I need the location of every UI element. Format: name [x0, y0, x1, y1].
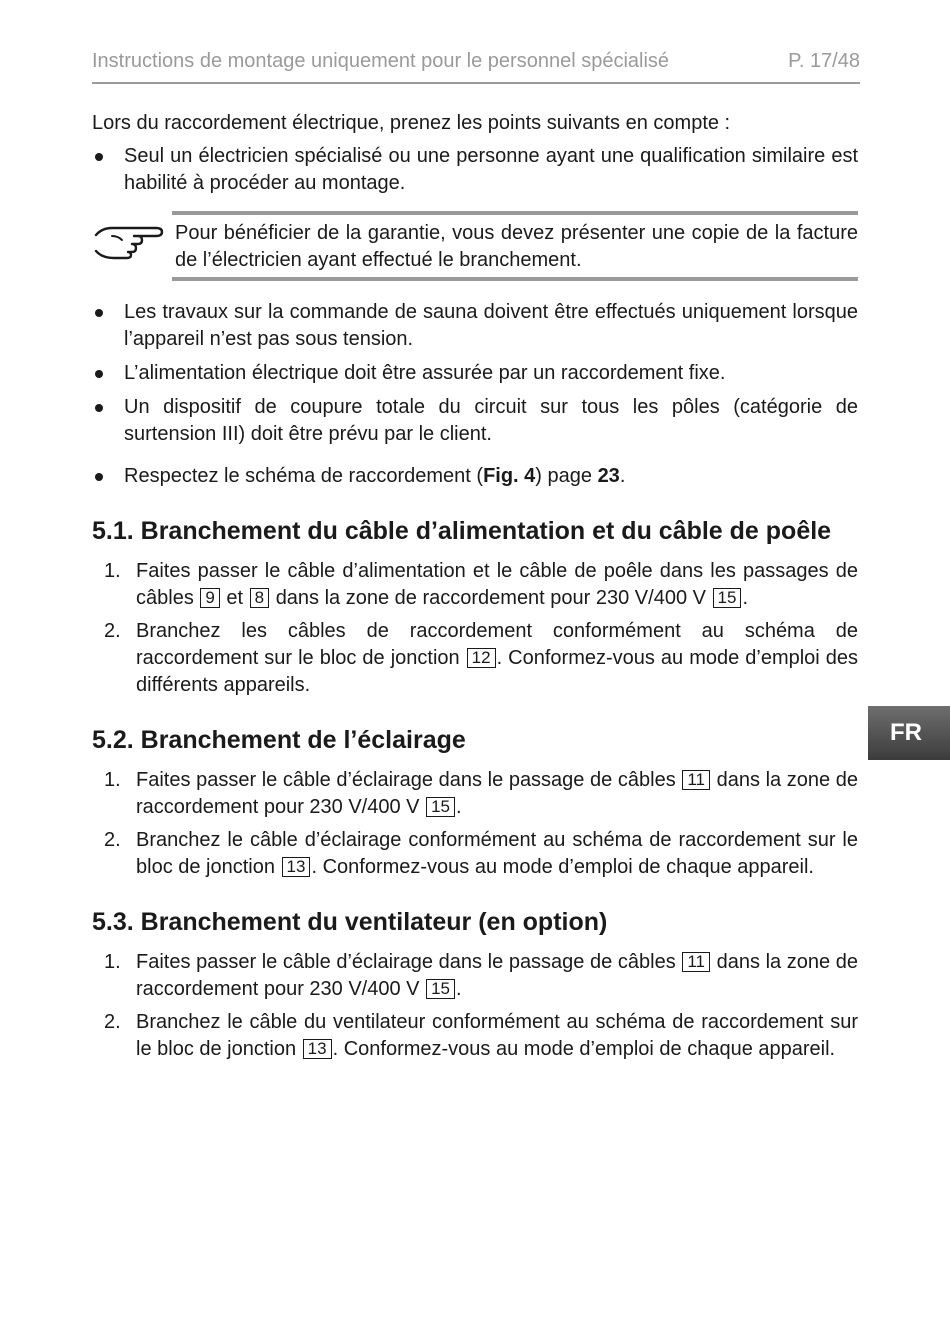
- step-item: [92, 767, 858, 821]
- section-heading-5-1: 5.1. Branchement du câble d’alimentation et du câble de poêle: [92, 517, 832, 545]
- pointing-hand-icon: [94, 221, 164, 261]
- component-ref: 12: [467, 648, 496, 668]
- step-number: 2.: [104, 1011, 121, 1033]
- text-part: dans la zone de raccordement pour 230 V/400 V: [136, 769, 859, 818]
- component-ref: 9: [200, 588, 219, 608]
- step-item: [92, 558, 858, 612]
- text-part: Branchez le câble du ventilateur conformément au schéma de raccordement sur le bloc de jonction: [136, 1011, 858, 1060]
- text-part: .: [456, 978, 462, 1000]
- step-number: 1.: [104, 769, 121, 791]
- text-part: ) page: [535, 465, 598, 487]
- step-number: 2.: [104, 829, 121, 851]
- component-ref: 11: [682, 770, 710, 790]
- main-content: [92, 110, 858, 1069]
- text-part: Branchez les câbles de raccordement conformément au schéma de raccordement sur le bloc de jonction: [136, 620, 858, 669]
- bullet-list-c: [92, 463, 858, 490]
- list-item: L’alimentation électrique doit être assurée par un raccordement fixe.: [92, 360, 858, 387]
- component-ref: 15: [426, 797, 455, 817]
- text-part: dans la zone de raccordement pour 230 V/400 V: [275, 587, 706, 609]
- text-part: dans la zone de raccordement pour 230 V/400 V: [136, 951, 859, 1000]
- component-ref: 15: [713, 588, 742, 608]
- step-item: [92, 827, 858, 881]
- list-item: [92, 463, 858, 490]
- steps-5-2: [92, 767, 858, 881]
- note-box: [172, 211, 858, 281]
- text-part: Respectez le schéma de raccordement (: [124, 465, 484, 487]
- list-item: Les travaux sur la commande de sauna doivent être effectués uniquement lorsque l’appareil n’est pas sous tension.: [92, 299, 858, 353]
- page-ref: 23: [597, 465, 620, 487]
- list-item: Seul un électricien spécialisé ou une personne ayant une qualification similaire est habilité à procéder au montage.: [92, 143, 858, 197]
- text-part: et: [226, 587, 244, 609]
- step-number: 2.: [104, 620, 121, 642]
- step-item: [92, 1009, 858, 1063]
- text-part: . Conformez-vous au mode d’emploi des différents appareils.: [136, 647, 859, 696]
- component-ref: 13: [282, 857, 311, 877]
- text-part: Branchez le câble d’éclairage conformément au schéma de raccordement sur le bloc de jonction: [136, 829, 858, 878]
- header-title: Instructions de montage uniquement pour le personnel spécialisé: [92, 50, 670, 72]
- language-tab-fr: FR: [868, 706, 950, 760]
- component-ref: 15: [426, 979, 455, 999]
- text-part: Faites passer le câble d’éclairage dans le passage de câbles: [136, 769, 676, 791]
- component-ref: 13: [303, 1039, 332, 1059]
- note-text: Pour bénéficier de la garantie, vous devez présenter une copie de la facture de l’électricien ayant effectué le branchement.: [175, 222, 858, 271]
- bullet-list-b: [92, 299, 858, 448]
- step-number: 1.: [104, 951, 121, 973]
- bullet-list-a: [92, 143, 858, 197]
- text-part: . Conformez-vous au mode d’emploi de chaque appareil.: [311, 856, 814, 878]
- step-number: 1.: [104, 560, 121, 582]
- component-ref: 8: [250, 588, 269, 608]
- intro-text: Lors du raccordement électrique, prenez les points suivants en compte :: [92, 112, 731, 134]
- step-item: [92, 949, 858, 1003]
- list-item: Un dispositif de coupure totale du circuit sur tous les pôles (catégorie de surtension III) doit être prévu par le client.: [92, 394, 858, 448]
- page-header: [92, 50, 860, 84]
- component-ref: 11: [682, 952, 710, 972]
- text-part: .: [742, 587, 749, 609]
- text-part: Faites passer le câble d’alimentation et le câble de poêle dans les passages de câbles: [136, 560, 858, 609]
- steps-5-3: [92, 949, 858, 1063]
- text-part: .: [456, 796, 462, 818]
- section-heading-5-3: 5.3. Branchement du ventilateur (en option): [92, 908, 608, 936]
- warranty-note: [92, 211, 858, 281]
- text-part: .: [619, 465, 626, 487]
- step-item: [92, 618, 858, 699]
- steps-5-1: [92, 558, 858, 699]
- text-part: Faites passer le câble d’éclairage dans le passage de câbles: [136, 951, 676, 973]
- figure-ref: Fig. 4: [483, 465, 536, 487]
- page-number: P. 17/48: [788, 50, 860, 72]
- section-heading-5-2: 5.2. Branchement de l’éclairage: [92, 726, 466, 754]
- text-part: . Conformez-vous au mode d’emploi de chaque appareil.: [332, 1038, 836, 1060]
